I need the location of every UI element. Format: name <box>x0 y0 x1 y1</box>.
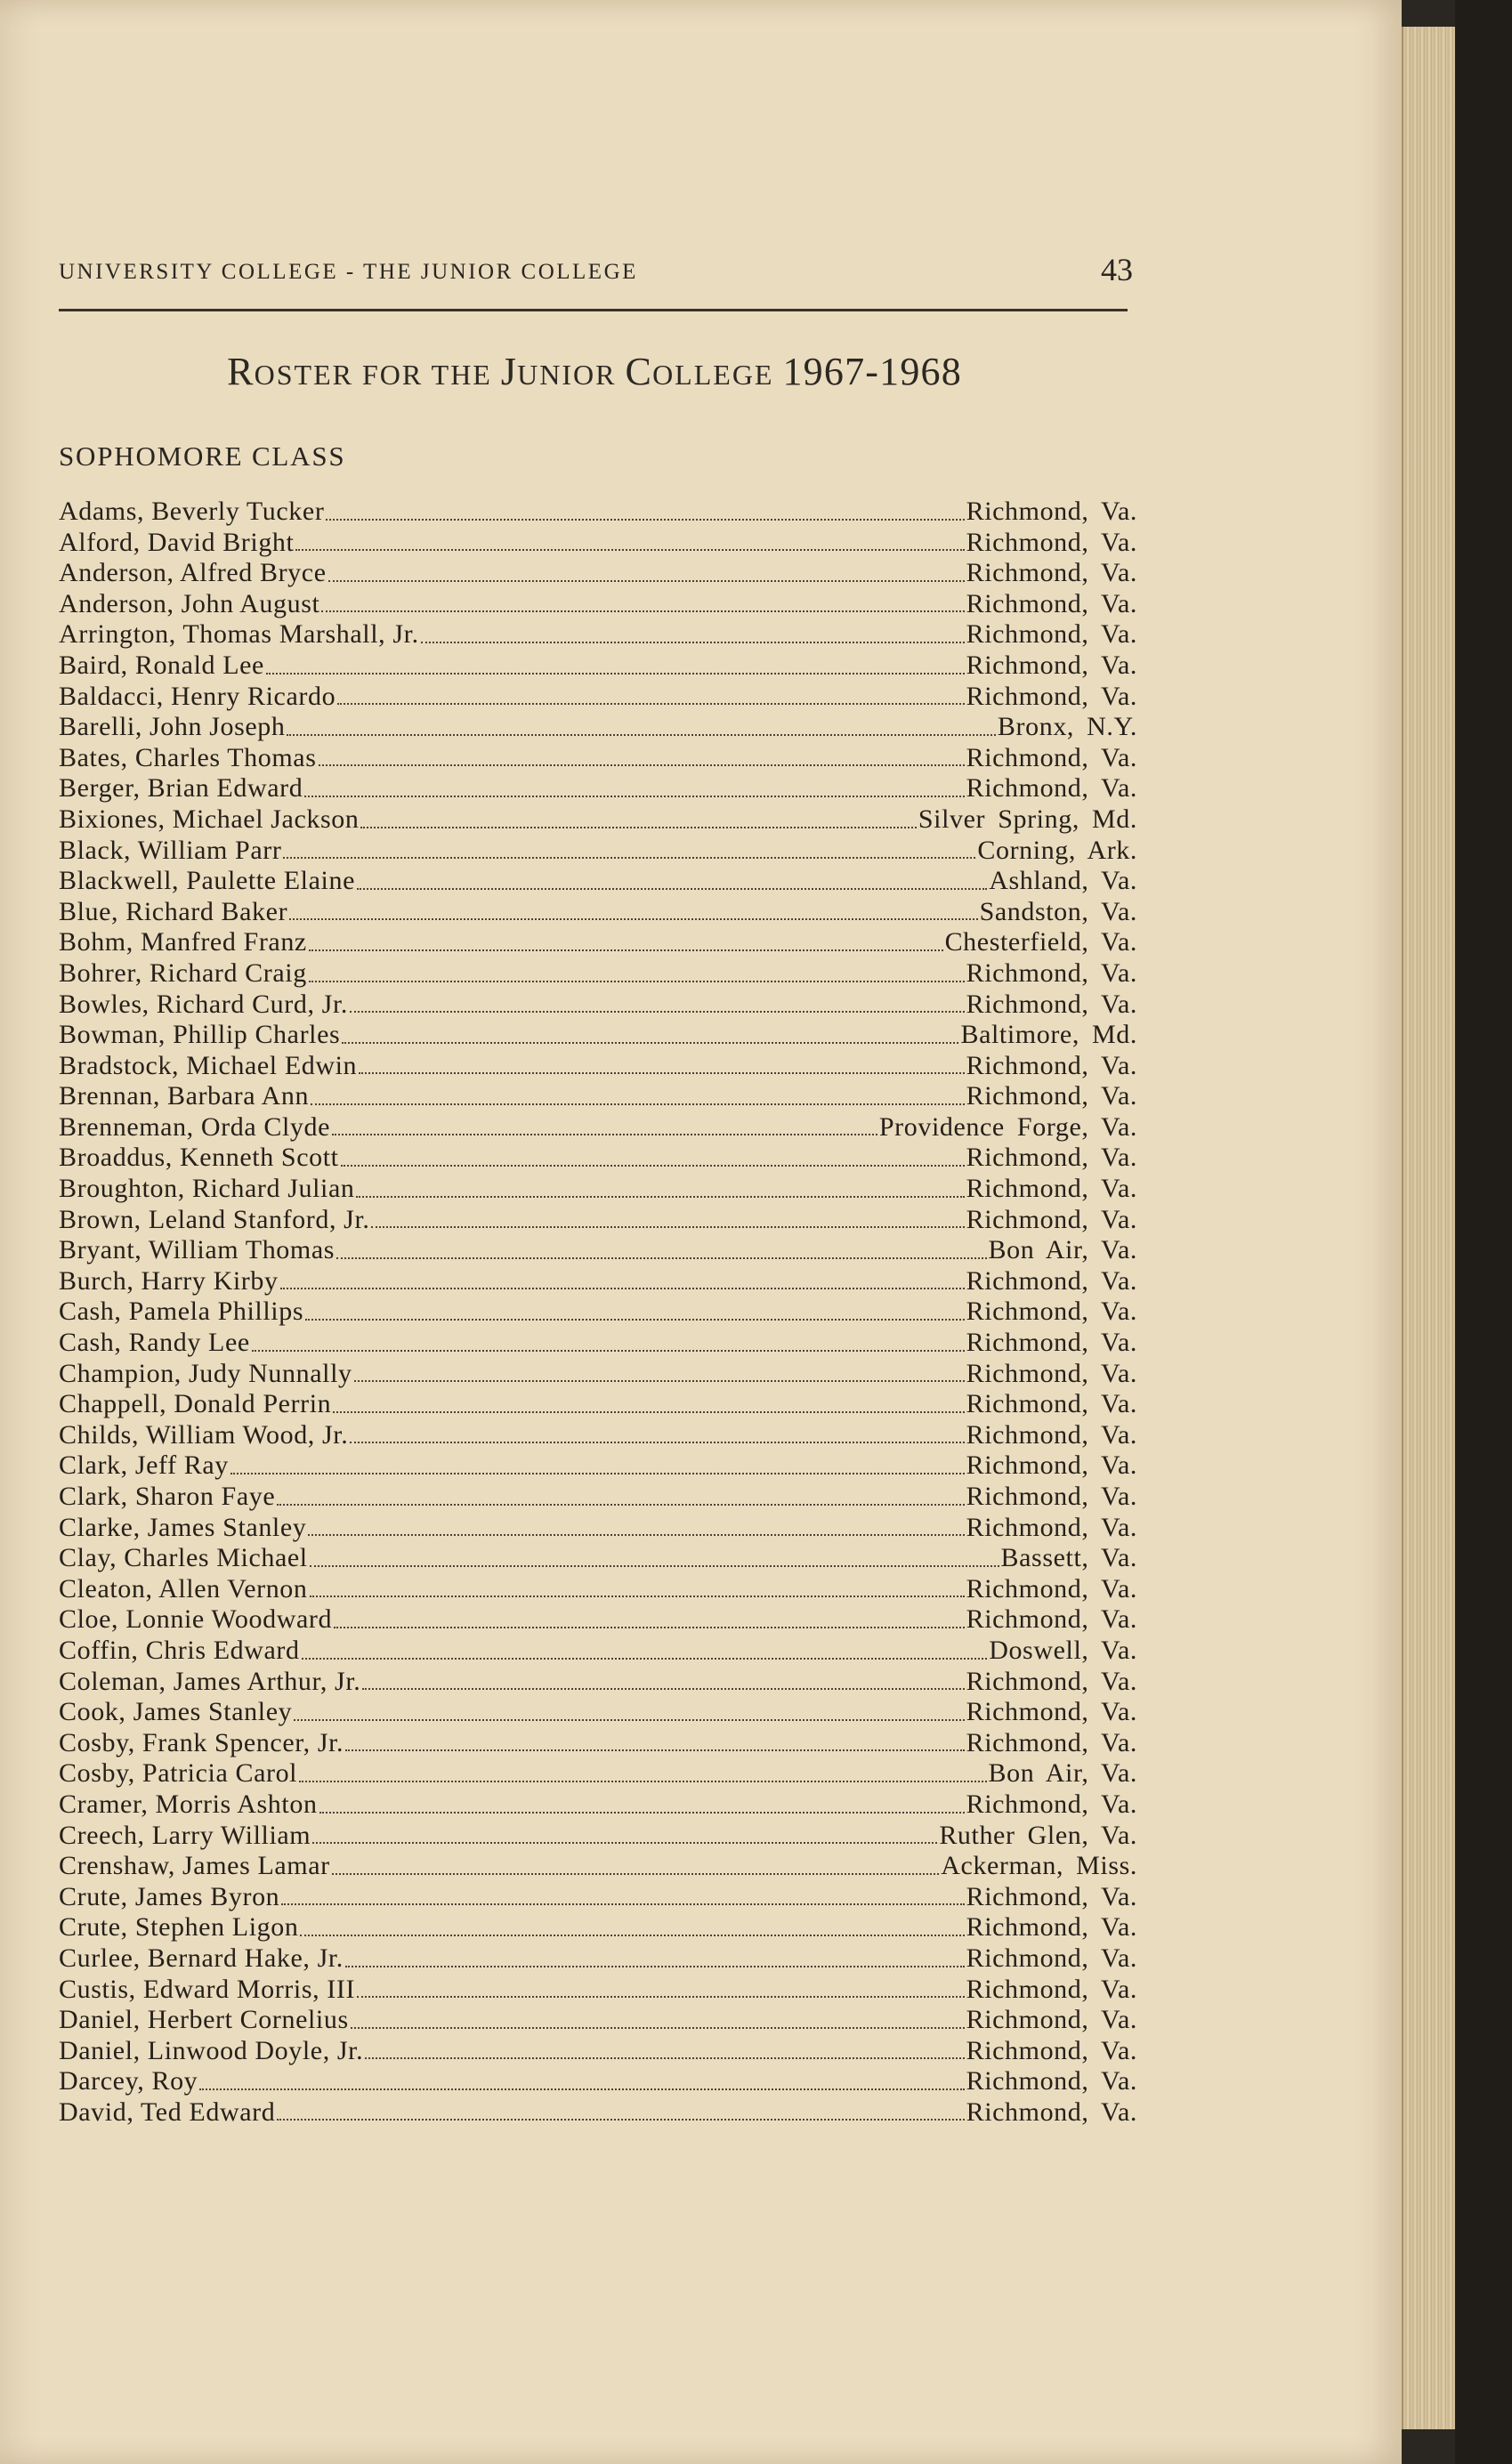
student-name: Cloe, Lonnie Woodward <box>59 1604 333 1635</box>
student-name: Darcey, Roy <box>59 2066 198 2096</box>
dot-leader <box>341 1165 965 1167</box>
roster-row <box>59 773 1137 804</box>
dot-leader <box>337 703 964 705</box>
hometown: Richmond, Va. <box>966 1143 1137 1173</box>
dot-leader <box>421 642 965 643</box>
student-name: Bowman, Phillip Charles <box>59 1020 341 1050</box>
dot-leader <box>230 1473 965 1474</box>
title-oster-for-the: OSTER FOR THE <box>254 359 501 391</box>
dot-leader <box>356 1196 964 1198</box>
roster-row <box>59 497 1137 528</box>
student-name: Cleaton, Allen Vernon <box>59 1573 308 1604</box>
dot-leader <box>354 1380 965 1382</box>
dot-leader <box>328 580 965 582</box>
student-name: Bradstock, Michael Edwin <box>59 1050 358 1080</box>
dot-leader <box>310 1565 999 1567</box>
roster-row <box>59 1543 1137 1574</box>
student-name: Adams, Beverly Tucker <box>59 497 325 526</box>
dot-leader <box>283 857 975 859</box>
roster-row <box>59 1574 1137 1605</box>
roster-row <box>59 1359 1137 1390</box>
student-name: Daniel, Herbert Cornelius <box>59 2005 349 2035</box>
student-name: Baird, Ronald Lee <box>59 650 264 680</box>
student-name: Daniel, Linwood Doyle, Jr. <box>59 2035 364 2065</box>
dot-leader <box>357 1996 965 1998</box>
hometown: Richmond, Va. <box>966 1727 1137 1757</box>
dot-leader <box>350 1442 964 1443</box>
hometown: Doswell, Va. <box>989 1635 1137 1665</box>
hometown: Ruther Glen, Va. <box>939 1820 1137 1850</box>
hometown: Richmond, Va. <box>966 957 1137 988</box>
roster-row <box>59 1789 1137 1821</box>
dot-leader <box>345 1966 965 1967</box>
student-name: Creech, Larry William <box>59 1820 311 1850</box>
hometown: Sandston, Va. <box>979 896 1137 926</box>
roster-row <box>59 1020 1137 1051</box>
hometown: Richmond, Va. <box>966 588 1137 618</box>
student-name: Broughton, Richard Julian <box>59 1174 355 1204</box>
dot-leader <box>277 1504 964 1506</box>
dot-leader <box>309 949 943 951</box>
student-name: Clark, Jeff Ray <box>59 1450 229 1481</box>
student-name: Bowles, Richard Curd, Jr. <box>59 989 348 1019</box>
dot-leader <box>305 1319 964 1321</box>
hometown: Richmond, Va. <box>966 1943 1137 1973</box>
dot-leader <box>371 1226 964 1228</box>
book-cover-edge <box>1455 0 1512 2464</box>
dot-leader <box>310 1596 965 1597</box>
student-name: Bohrer, Richard Craig <box>59 957 307 988</box>
hometown: Richmond, Va. <box>966 1174 1137 1204</box>
student-name: Cosby, Frank Spencer, Jr. <box>59 1727 344 1757</box>
roster-row <box>59 650 1137 682</box>
roster-row <box>59 1297 1137 1328</box>
student-name: Crute, James Byron <box>59 1881 280 1911</box>
hometown: Richmond, Va. <box>966 1512 1137 1542</box>
dot-leader <box>304 796 964 797</box>
roster-row <box>59 1081 1137 1112</box>
hometown: Richmond, Va. <box>966 1050 1137 1080</box>
roster-row <box>59 682 1137 713</box>
roster-row <box>59 1482 1137 1513</box>
student-name: Baldacci, Henry Ricardo <box>59 681 336 711</box>
student-name: Bates, Charles Thomas <box>59 742 317 772</box>
roster-row <box>59 1205 1137 1236</box>
hometown: Richmond, Va. <box>966 1328 1137 1358</box>
dot-leader <box>350 1011 965 1013</box>
title-cap-c: C <box>625 350 653 393</box>
hometown: Ashland, Va. <box>989 866 1137 896</box>
dot-leader <box>334 1627 965 1628</box>
hometown: Richmond, Va. <box>966 1881 1137 1911</box>
page-number: 43 <box>1101 252 1133 287</box>
roster-row <box>59 1513 1137 1544</box>
student-name: Berger, Brian Edward <box>59 773 303 804</box>
roster-row <box>59 743 1137 774</box>
roster-row <box>59 958 1137 990</box>
title-ollege: OLLEGE <box>652 359 783 391</box>
student-name: Black, William Parr <box>59 835 282 865</box>
dot-leader <box>199 2088 964 2090</box>
hometown: Richmond, Va. <box>966 1482 1137 1511</box>
dot-leader <box>359 1072 964 1074</box>
hometown: Richmond, Va. <box>966 773 1137 804</box>
student-name: Burch, Harry Kirby <box>59 1265 279 1296</box>
dot-leader <box>365 2057 964 2059</box>
student-name: Bohm, Manfred Franz <box>59 927 307 957</box>
roster-row <box>59 528 1137 559</box>
student-name: Brenneman, Orda Clyde <box>59 1111 331 1142</box>
roster-row <box>59 558 1137 589</box>
hometown: Richmond, Va. <box>966 1789 1137 1819</box>
dot-leader <box>321 610 964 612</box>
student-name: Cramer, Morris Ashton <box>59 1789 318 1819</box>
hometown: Bassett, Va. <box>1000 1543 1137 1573</box>
roster-row <box>59 1882 1137 1913</box>
student-name: Crenshaw, James Lamar <box>59 1851 330 1881</box>
hometown: Richmond, Va. <box>966 558 1137 588</box>
hometown: Richmond, Va. <box>966 1081 1137 1111</box>
hometown: Richmond, Va. <box>966 1204 1137 1234</box>
dot-leader <box>295 549 964 551</box>
student-name: Bixiones, Michael Jackson <box>59 804 360 834</box>
hometown: Richmond, Va. <box>966 1358 1137 1388</box>
student-name: Bryant, William Thomas <box>59 1235 336 1265</box>
roster-row <box>59 1328 1137 1359</box>
dot-leader <box>309 981 965 982</box>
dot-leader <box>281 1903 964 1905</box>
roster-row <box>59 2097 1137 2129</box>
student-name: Coleman, James Arthur, Jr. <box>59 1666 361 1696</box>
hometown: Richmond, Va. <box>966 2096 1137 2127</box>
roster-row <box>59 1636 1137 1667</box>
roster-row <box>59 619 1137 650</box>
page-edges <box>1402 27 1457 2429</box>
student-name: Clark, Sharon Faye <box>59 1482 276 1511</box>
student-name: Crute, Stephen Ligon <box>59 1912 299 1943</box>
student-name: Brown, Leland Stanford, Jr. <box>59 1204 370 1234</box>
student-name: Anderson, John August <box>59 588 320 618</box>
hometown: Richmond, Va. <box>966 619 1137 650</box>
hometown: Richmond, Va. <box>966 650 1137 680</box>
hometown: Richmond, Va. <box>966 1265 1137 1296</box>
roster-row <box>59 1235 1137 1266</box>
hometown: Chesterfield, Va. <box>944 927 1137 957</box>
hometown: Richmond, Va. <box>966 1573 1137 1604</box>
dot-leader <box>319 764 965 766</box>
student-name: Clay, Charles Michael <box>59 1543 308 1573</box>
student-name: Cash, Pamela Phillips <box>59 1297 304 1327</box>
dot-leader <box>312 1842 937 1844</box>
header-rule <box>59 309 1128 311</box>
hometown: Richmond, Va. <box>966 1604 1137 1635</box>
dot-leader <box>357 888 987 890</box>
dot-leader <box>294 1719 964 1721</box>
roster-list <box>59 497 1137 2128</box>
roster-row <box>59 990 1137 1021</box>
roster-row <box>59 1728 1137 1759</box>
student-name: Coffin, Chris Edward <box>59 1635 300 1665</box>
hometown: Richmond, Va. <box>966 1912 1137 1943</box>
student-name: Cash, Randy Lee <box>59 1328 250 1358</box>
dot-leader <box>300 1935 964 1936</box>
hometown: Bon Air, Va. <box>988 1758 1137 1789</box>
dot-leader <box>326 519 964 521</box>
section-heading: SOPHOMORE CLASS <box>59 440 346 472</box>
roster-row <box>59 1450 1137 1482</box>
hometown: Richmond, Va. <box>966 1389 1137 1419</box>
hometown: Silver Spring, Md. <box>918 804 1137 834</box>
dot-leader <box>342 1042 958 1044</box>
roster-row <box>59 1266 1137 1297</box>
roster-row <box>59 866 1137 897</box>
student-name: David, Ted Edward <box>59 2096 276 2127</box>
roster-row <box>59 589 1137 620</box>
hometown: Richmond, Va. <box>966 681 1137 711</box>
hometown: Richmond, Va. <box>966 527 1137 557</box>
roster-row <box>59 1758 1137 1789</box>
roster-row <box>59 2036 1137 2067</box>
hometown: Ackerman, Miss. <box>941 1851 1137 1881</box>
roster-row <box>59 2005 1137 2036</box>
roster-row <box>59 1821 1137 1852</box>
hometown: Richmond, Va. <box>966 742 1137 772</box>
roster-row <box>59 897 1137 928</box>
roster-row <box>59 1420 1137 1451</box>
dot-leader <box>332 1134 877 1135</box>
dot-leader <box>360 827 916 828</box>
title-years: 1967-1968 <box>782 350 962 393</box>
dot-leader <box>345 1749 964 1751</box>
roster-row <box>59 1389 1137 1420</box>
roster-row <box>59 836 1137 867</box>
student-name: Childs, William Wood, Jr. <box>59 1419 349 1450</box>
student-name: Cook, James Stanley <box>59 1697 293 1727</box>
student-name: Chappell, Donald Perrin <box>59 1389 332 1419</box>
dot-leader <box>336 1257 987 1259</box>
dot-leader <box>289 918 977 920</box>
dot-leader <box>287 734 995 736</box>
student-name: Custis, Edward Morris, III <box>59 1974 356 2004</box>
hometown: Richmond, Va. <box>966 1419 1137 1450</box>
page-title <box>0 349 1189 394</box>
dot-leader <box>277 2119 964 2121</box>
student-name: Arrington, Thomas Marshall, Jr. <box>59 619 419 650</box>
student-name: Blackwell, Paulette Elaine <box>59 866 355 896</box>
hometown: Baltimore, Md. <box>960 1020 1137 1050</box>
hometown: Corning, Ark. <box>977 835 1137 865</box>
roster-row <box>59 804 1137 836</box>
hometown: Richmond, Va. <box>966 1666 1137 1696</box>
hometown: Richmond, Va. <box>966 1697 1137 1727</box>
student-name: Anderson, Alfred Bryce <box>59 558 327 588</box>
roster-row <box>59 1667 1137 1698</box>
hometown: Richmond, Va. <box>966 2035 1137 2065</box>
roster-row <box>59 1975 1137 2006</box>
title-cap-j: J <box>500 350 518 393</box>
dot-leader <box>299 1781 986 1782</box>
hometown: Providence Forge, Va. <box>878 1111 1137 1142</box>
student-name: Broaddus, Kenneth Scott <box>59 1143 339 1173</box>
roster-row <box>59 1143 1137 1174</box>
hometown: Richmond, Va. <box>966 2005 1137 2035</box>
title-unior: UNIOR <box>517 359 626 391</box>
roster-row <box>59 927 1137 958</box>
dot-leader <box>351 2027 965 2029</box>
hometown: Richmond, Va. <box>966 497 1137 526</box>
hometown: Bon Air, Va. <box>988 1235 1137 1265</box>
roster-row <box>59 1051 1137 1082</box>
running-head: UNIVERSITY COLLEGE - THE JUNIOR COLLEGE <box>59 260 638 284</box>
hometown: Richmond, Va. <box>966 1450 1137 1481</box>
dot-leader <box>266 673 965 675</box>
hometown: Richmond, Va. <box>966 1974 1137 2004</box>
roster-row <box>59 1112 1137 1143</box>
student-name: Barelli, John Joseph <box>59 712 286 742</box>
dot-leader <box>362 1688 964 1690</box>
hometown: Bronx, N.Y. <box>997 712 1137 742</box>
page-header <box>59 251 1133 304</box>
hometown: Richmond, Va. <box>966 989 1137 1019</box>
student-name: Curlee, Bernard Hake, Jr. <box>59 1943 344 1973</box>
roster-row <box>59 1174 1137 1205</box>
student-name: Brennan, Barbara Ann <box>59 1081 310 1111</box>
roster-row <box>59 2066 1137 2097</box>
dot-leader <box>333 1411 964 1413</box>
student-name: Cosby, Patricia Carol <box>59 1758 298 1789</box>
roster-row <box>59 1697 1137 1728</box>
dot-leader <box>319 1812 965 1814</box>
student-name: Clarke, James Stanley <box>59 1512 307 1542</box>
hometown: Richmond, Va. <box>966 2066 1137 2096</box>
roster-row <box>59 1912 1137 1943</box>
student-name: Champion, Judy Nunnally <box>59 1358 352 1388</box>
dot-leader <box>280 1288 965 1289</box>
student-name: Blue, Richard Baker <box>59 896 288 926</box>
roster-row <box>59 1851 1137 1882</box>
roster-row <box>59 1943 1137 1975</box>
dot-leader <box>308 1534 964 1536</box>
dot-leader <box>252 1350 965 1352</box>
dot-leader <box>311 1103 965 1105</box>
title-cap-r: R <box>227 350 255 393</box>
roster-row <box>59 1604 1137 1636</box>
roster-row <box>59 712 1137 743</box>
hometown: Richmond, Va. <box>966 1297 1137 1327</box>
dot-leader <box>302 1658 988 1660</box>
student-name: Alford, David Bright <box>59 527 295 557</box>
dot-leader <box>332 1873 939 1875</box>
